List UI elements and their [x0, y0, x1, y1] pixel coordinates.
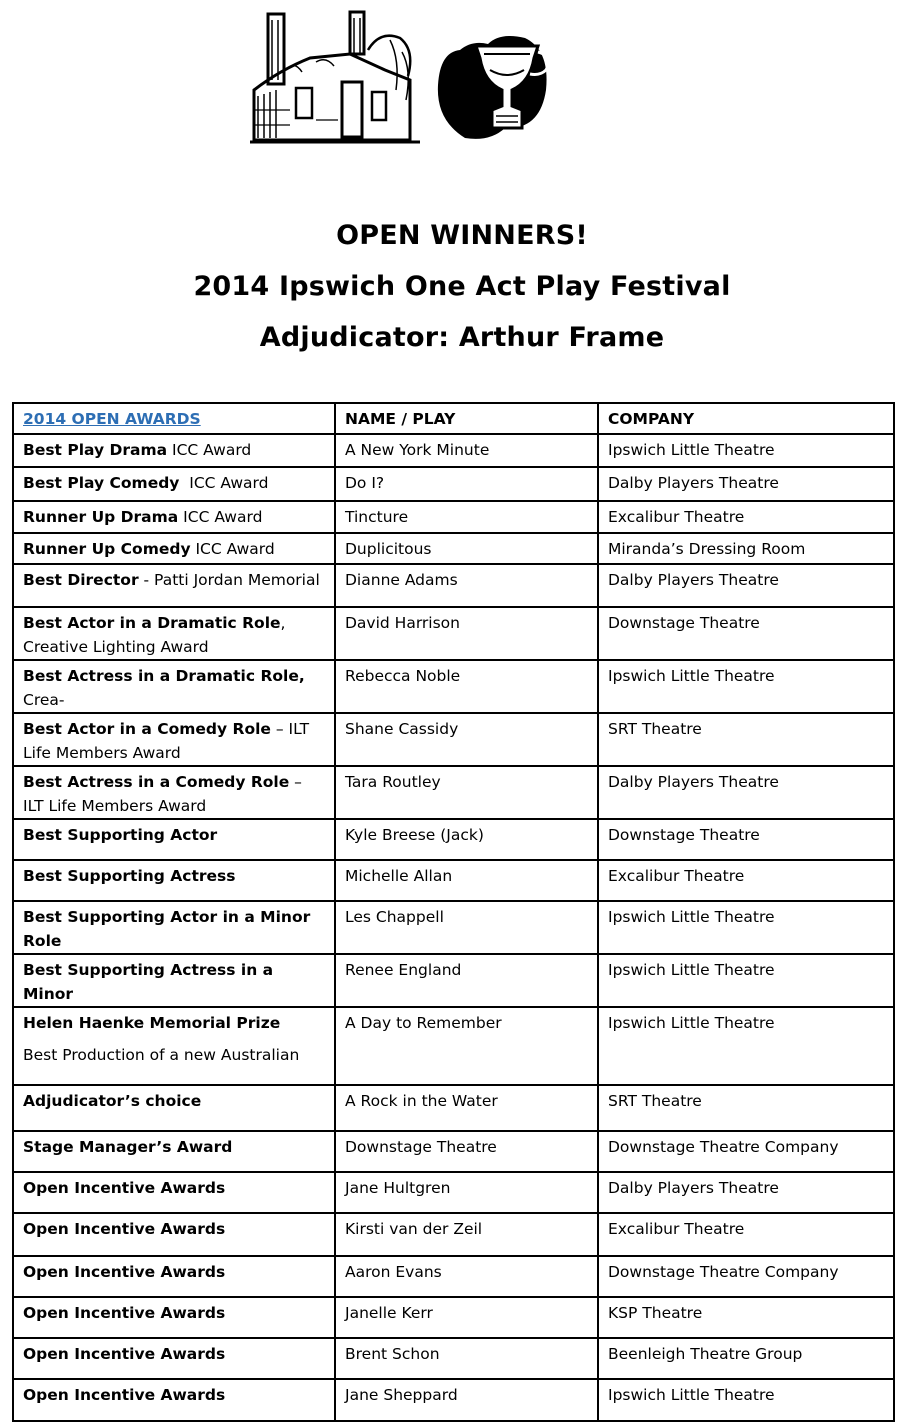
winner-name-cell: Les Chappell: [335, 901, 598, 954]
award-title: Open Incentive Awards: [23, 1304, 226, 1322]
winner-name-cell: A New York Minute: [335, 434, 598, 467]
award-cell: [13, 766, 335, 819]
company-cell: Excalibur Theatre: [598, 1213, 894, 1256]
winner-name-cell: Kirsti van der Zeil: [335, 1213, 598, 1256]
header-logos: [250, 10, 560, 145]
company-cell: Ipswich Little Theatre: [598, 434, 894, 467]
header-company: COMPANY: [598, 403, 894, 434]
company-cell: Dalby Players Theatre: [598, 467, 894, 501]
award-title: Best Actor in a Dramatic Role: [23, 614, 281, 632]
award-sponsor: ICC Award: [178, 508, 263, 526]
table-row: [13, 819, 894, 860]
table-row: [13, 901, 894, 954]
table-header-row: [13, 403, 894, 434]
table-row: [13, 713, 894, 766]
award-cell: [13, 1131, 335, 1172]
award-title: Best Director: [23, 571, 139, 589]
award-cell: [13, 607, 335, 660]
company-cell: SRT Theatre: [598, 713, 894, 766]
company-cell: Ipswich Little Theatre: [598, 901, 894, 954]
winner-name-cell: Tara Routley: [335, 766, 598, 819]
table-row: [13, 501, 894, 533]
table-row: [13, 607, 894, 660]
award-title: Open Incentive Awards: [23, 1386, 226, 1404]
winner-name-cell: David Harrison: [335, 607, 598, 660]
title-line-3: Adjudicator: Arthur Frame: [259, 322, 665, 353]
winner-name-cell: Do I?: [335, 467, 598, 501]
table-row: [13, 1007, 894, 1085]
table-row: [13, 860, 894, 901]
table-row: [13, 533, 894, 564]
winner-name-cell: Jane Hultgren: [335, 1172, 598, 1213]
award-cell: [13, 819, 335, 860]
award-title: Best Play Drama: [23, 441, 168, 459]
award-sponsor: Crea-: [23, 667, 310, 709]
winner-name-cell: A Day to Remember: [335, 1007, 598, 1085]
company-cell: Ipswich Little Theatre: [598, 1007, 894, 1085]
award-cell: [13, 434, 335, 467]
company-cell: Downstage Theatre: [598, 607, 894, 660]
table-row: [13, 766, 894, 819]
company-cell: Beenleigh Theatre Group: [598, 1338, 894, 1379]
award-cell: [13, 1085, 335, 1131]
winner-name-cell: Aaron Evans: [335, 1256, 598, 1297]
award-cell: [13, 901, 335, 954]
theatre-building-logo: [250, 12, 420, 142]
company-cell: Excalibur Theatre: [598, 501, 894, 533]
award-cell: [13, 1297, 335, 1338]
awards-table: [12, 402, 895, 1422]
award-title: Open Incentive Awards: [23, 1220, 226, 1238]
trophy-logo: [438, 36, 549, 139]
award-title: Stage Manager’s Award: [23, 1138, 233, 1156]
winner-name-cell: Michelle Allan: [335, 860, 598, 901]
table-row: [13, 1131, 894, 1172]
company-cell: Downstage Theatre Company: [598, 1131, 894, 1172]
company-cell: Miranda’s Dressing Room: [598, 533, 894, 564]
award-sponsor: – ILT Life Members Award: [23, 773, 307, 815]
award-cell: [13, 1213, 335, 1256]
winner-name-cell: Rebecca Noble: [335, 660, 598, 713]
award-title: Best Play Comedy: [23, 474, 180, 492]
award-cell: [13, 1379, 335, 1421]
award-title: Best Supporting Actor in a Minor Role: [23, 908, 311, 950]
winner-name-cell: Shane Cassidy: [335, 713, 598, 766]
company-cell: Dalby Players Theatre: [598, 564, 894, 607]
award-cell: [13, 1172, 335, 1213]
company-cell: KSP Theatre: [598, 1297, 894, 1338]
table-row: [13, 660, 894, 713]
table-row: [13, 1297, 894, 1338]
table-row: [13, 1085, 894, 1131]
award-cell: [13, 1256, 335, 1297]
award-cell: [13, 860, 335, 901]
table-row: [13, 564, 894, 607]
award-cell: [13, 1007, 335, 1085]
table-row: [13, 1338, 894, 1379]
company-cell: Excalibur Theatre: [598, 860, 894, 901]
winner-name-cell: Janelle Kerr: [335, 1297, 598, 1338]
award-title: Open Incentive Awards: [23, 1179, 226, 1197]
company-cell: Ipswich Little Theatre: [598, 954, 894, 1007]
company-cell: Ipswich Little Theatre: [598, 1379, 894, 1421]
table-row: [13, 1172, 894, 1213]
company-cell: Downstage Theatre Company: [598, 1256, 894, 1297]
award-title: Runner Up Comedy: [23, 540, 191, 558]
company-cell: Ipswich Little Theatre: [598, 660, 894, 713]
award-note: Best Production of a new Australian: [23, 1046, 300, 1064]
table-row: [13, 467, 894, 501]
table-row: [13, 954, 894, 1007]
document-title: [0, 210, 924, 363]
award-title: Best Supporting Actress in a Minor: [23, 961, 274, 1003]
award-title: Best Supporting Actress: [23, 867, 236, 885]
award-title: Open Incentive Awards: [23, 1345, 226, 1363]
open-awards-link[interactable]: 2014 OPEN AWARDS: [23, 410, 201, 428]
award-sponsor: – ILT Life Members Award: [23, 720, 315, 762]
award-title: Adjudicator’s choice: [23, 1092, 202, 1110]
award-sponsor: - Patti Jordan Memorial: [138, 571, 320, 589]
award-title: Open Incentive Awards: [23, 1263, 226, 1281]
award-cell: [13, 954, 335, 1007]
table-row: [13, 1213, 894, 1256]
table-row: [13, 434, 894, 467]
company-cell: SRT Theatre: [598, 1085, 894, 1131]
award-sponsor: ICC Award: [179, 474, 269, 492]
table-row: [13, 1379, 894, 1421]
winner-name-cell: Renee England: [335, 954, 598, 1007]
header-name-play: NAME / PLAY: [335, 403, 598, 434]
award-sponsor: ICC Award: [190, 540, 275, 558]
award-cell: [13, 713, 335, 766]
award-title: Best Actor in a Comedy Role: [23, 720, 271, 738]
award-cell: [13, 564, 335, 607]
award-cell: [13, 660, 335, 713]
award-cell: [13, 533, 335, 564]
company-cell: Dalby Players Theatre: [598, 766, 894, 819]
award-cell: [13, 501, 335, 533]
title-line-2: 2014 Ipswich One Act Play Festival: [193, 271, 731, 302]
award-sponsor: , Creative Lighting Award: [23, 614, 291, 656]
header-awards: [13, 403, 335, 434]
winner-name-cell: Kyle Breese (Jack): [335, 819, 598, 860]
company-cell: Downstage Theatre: [598, 819, 894, 860]
title-line-1: OPEN WINNERS!: [336, 220, 588, 251]
winner-name-cell: Dianne Adams: [335, 564, 598, 607]
winner-name-cell: Downstage Theatre: [335, 1131, 598, 1172]
award-title: Best Supporting Actor: [23, 826, 218, 844]
winner-name-cell: Brent Schon: [335, 1338, 598, 1379]
award-cell: [13, 1338, 335, 1379]
winner-name-cell: Tincture: [335, 501, 598, 533]
company-cell: Dalby Players Theatre: [598, 1172, 894, 1213]
table-row: [13, 1256, 894, 1297]
award-title: Helen Haenke Memorial Prize: [23, 1014, 281, 1032]
award-title: Best Actress in a Dramatic Role,: [23, 667, 305, 685]
award-title: Runner Up Drama: [23, 508, 179, 526]
winner-name-cell: A Rock in the Water: [335, 1085, 598, 1131]
winner-name-cell: Duplicitous: [335, 533, 598, 564]
award-title: Best Actress in a Comedy Role: [23, 773, 290, 791]
winner-name-cell: Jane Sheppard: [335, 1379, 598, 1421]
award-cell: [13, 467, 335, 501]
award-sponsor: ICC Award: [167, 441, 252, 459]
